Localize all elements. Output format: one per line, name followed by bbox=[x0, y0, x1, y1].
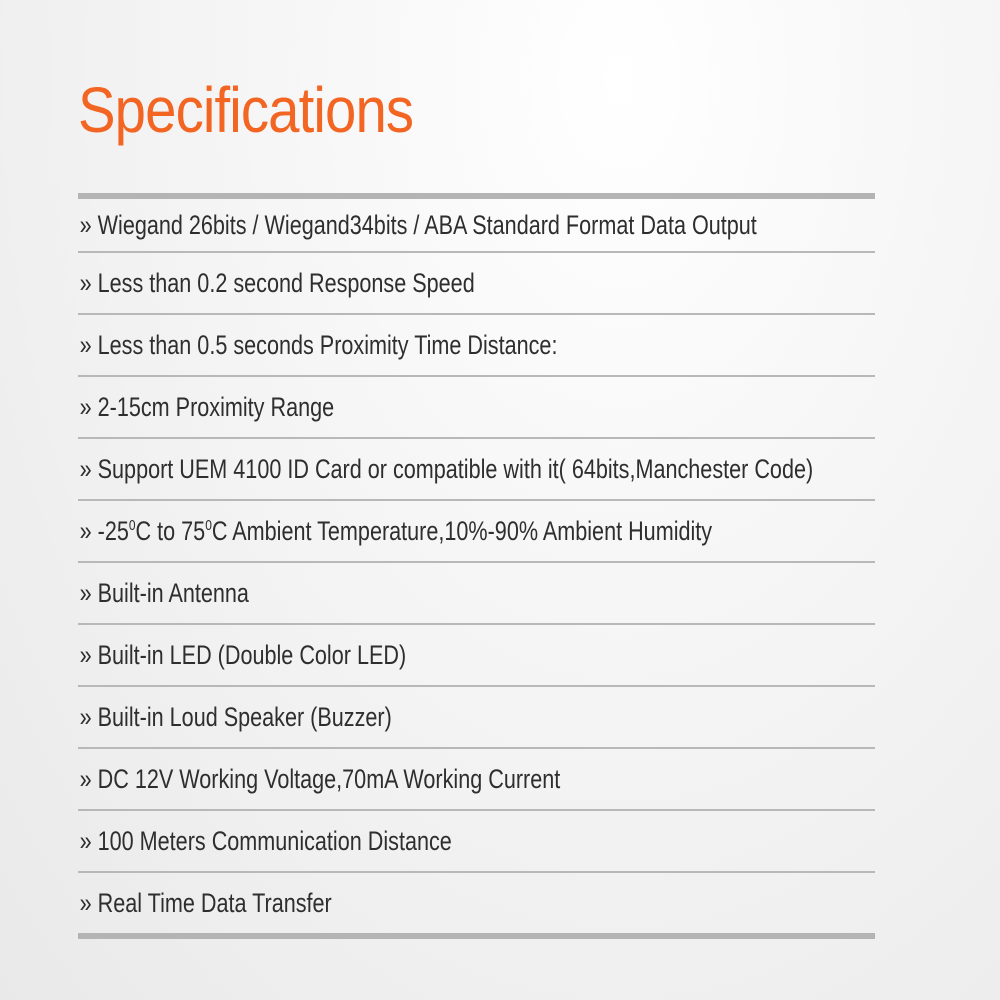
bullet-glyph: » bbox=[79, 825, 92, 856]
bullet-glyph: » bbox=[79, 267, 92, 298]
spec-label: Built-in Loud Speaker (Buzzer) bbox=[97, 701, 392, 732]
spec-row bbox=[78, 749, 875, 811]
spec-text bbox=[78, 392, 334, 423]
bullet-glyph: » bbox=[79, 639, 92, 670]
spec-text bbox=[78, 268, 475, 299]
spec-label: 2-15cm Proximity Range bbox=[97, 391, 335, 422]
spec-text-part: C to 75 bbox=[135, 515, 206, 546]
degree-superscript: 0 bbox=[205, 516, 212, 534]
spec-row bbox=[78, 315, 875, 377]
spec-label: Built-in Antenna bbox=[97, 577, 249, 608]
spec-text bbox=[78, 826, 452, 857]
bullet-glyph: » bbox=[79, 209, 92, 240]
bullet-glyph: » bbox=[79, 701, 92, 732]
page-title: Specifications bbox=[78, 74, 414, 146]
bullet-glyph: » bbox=[79, 329, 92, 360]
spec-label: 100 Meters Communication Distance bbox=[97, 825, 452, 856]
bottom-rule bbox=[78, 933, 875, 939]
spec-text bbox=[78, 640, 406, 671]
spec-text bbox=[78, 578, 249, 609]
spec-text bbox=[78, 702, 392, 733]
bullet-glyph: » bbox=[79, 887, 92, 918]
spec-row bbox=[78, 811, 875, 873]
spec-text bbox=[78, 210, 757, 241]
spec-label: Less than 0.2 second Response Speed bbox=[97, 267, 475, 298]
spec-text-part: -25 bbox=[97, 515, 129, 546]
spec-list bbox=[78, 199, 875, 933]
spec-row bbox=[78, 563, 875, 625]
spec-row bbox=[78, 253, 875, 315]
spec-row bbox=[78, 501, 875, 563]
bullet-glyph: » bbox=[79, 391, 92, 422]
spec-row bbox=[78, 687, 875, 749]
spec-row bbox=[78, 377, 875, 439]
spec-text bbox=[78, 764, 560, 795]
spec-text bbox=[78, 454, 813, 485]
spec-row bbox=[78, 439, 875, 501]
bullet-glyph: » bbox=[79, 515, 92, 546]
specifications-table bbox=[78, 193, 875, 939]
spec-row bbox=[78, 625, 875, 687]
bullet-glyph: » bbox=[79, 453, 92, 484]
spec-label: Real Time Data Transfer bbox=[97, 887, 332, 918]
spec-text bbox=[78, 516, 712, 547]
spec-text bbox=[78, 888, 332, 919]
spec-label: Wiegand 26bits / Wiegand34bits / ABA Standard Format Data Output bbox=[97, 209, 757, 240]
spec-row bbox=[78, 199, 875, 253]
bullet-glyph: » bbox=[79, 763, 92, 794]
spec-label: Less than 0.5 seconds Proximity Time Distance: bbox=[97, 329, 558, 360]
degree-superscript: 0 bbox=[128, 516, 136, 534]
spec-label: DC 12V Working Voltage,70mA Working Current bbox=[97, 763, 561, 794]
bullet-glyph: » bbox=[79, 577, 92, 608]
spec-text-part: C Ambient Temperature,10%-90% Ambient Humidity bbox=[211, 515, 713, 546]
spec-row bbox=[78, 873, 875, 933]
spec-label: Support UEM 4100 ID Card or compatible with it( 64bits,Manchester Code) bbox=[97, 453, 814, 484]
spec-text bbox=[78, 330, 557, 361]
spec-label: Built-in LED (Double Color LED) bbox=[97, 639, 407, 670]
